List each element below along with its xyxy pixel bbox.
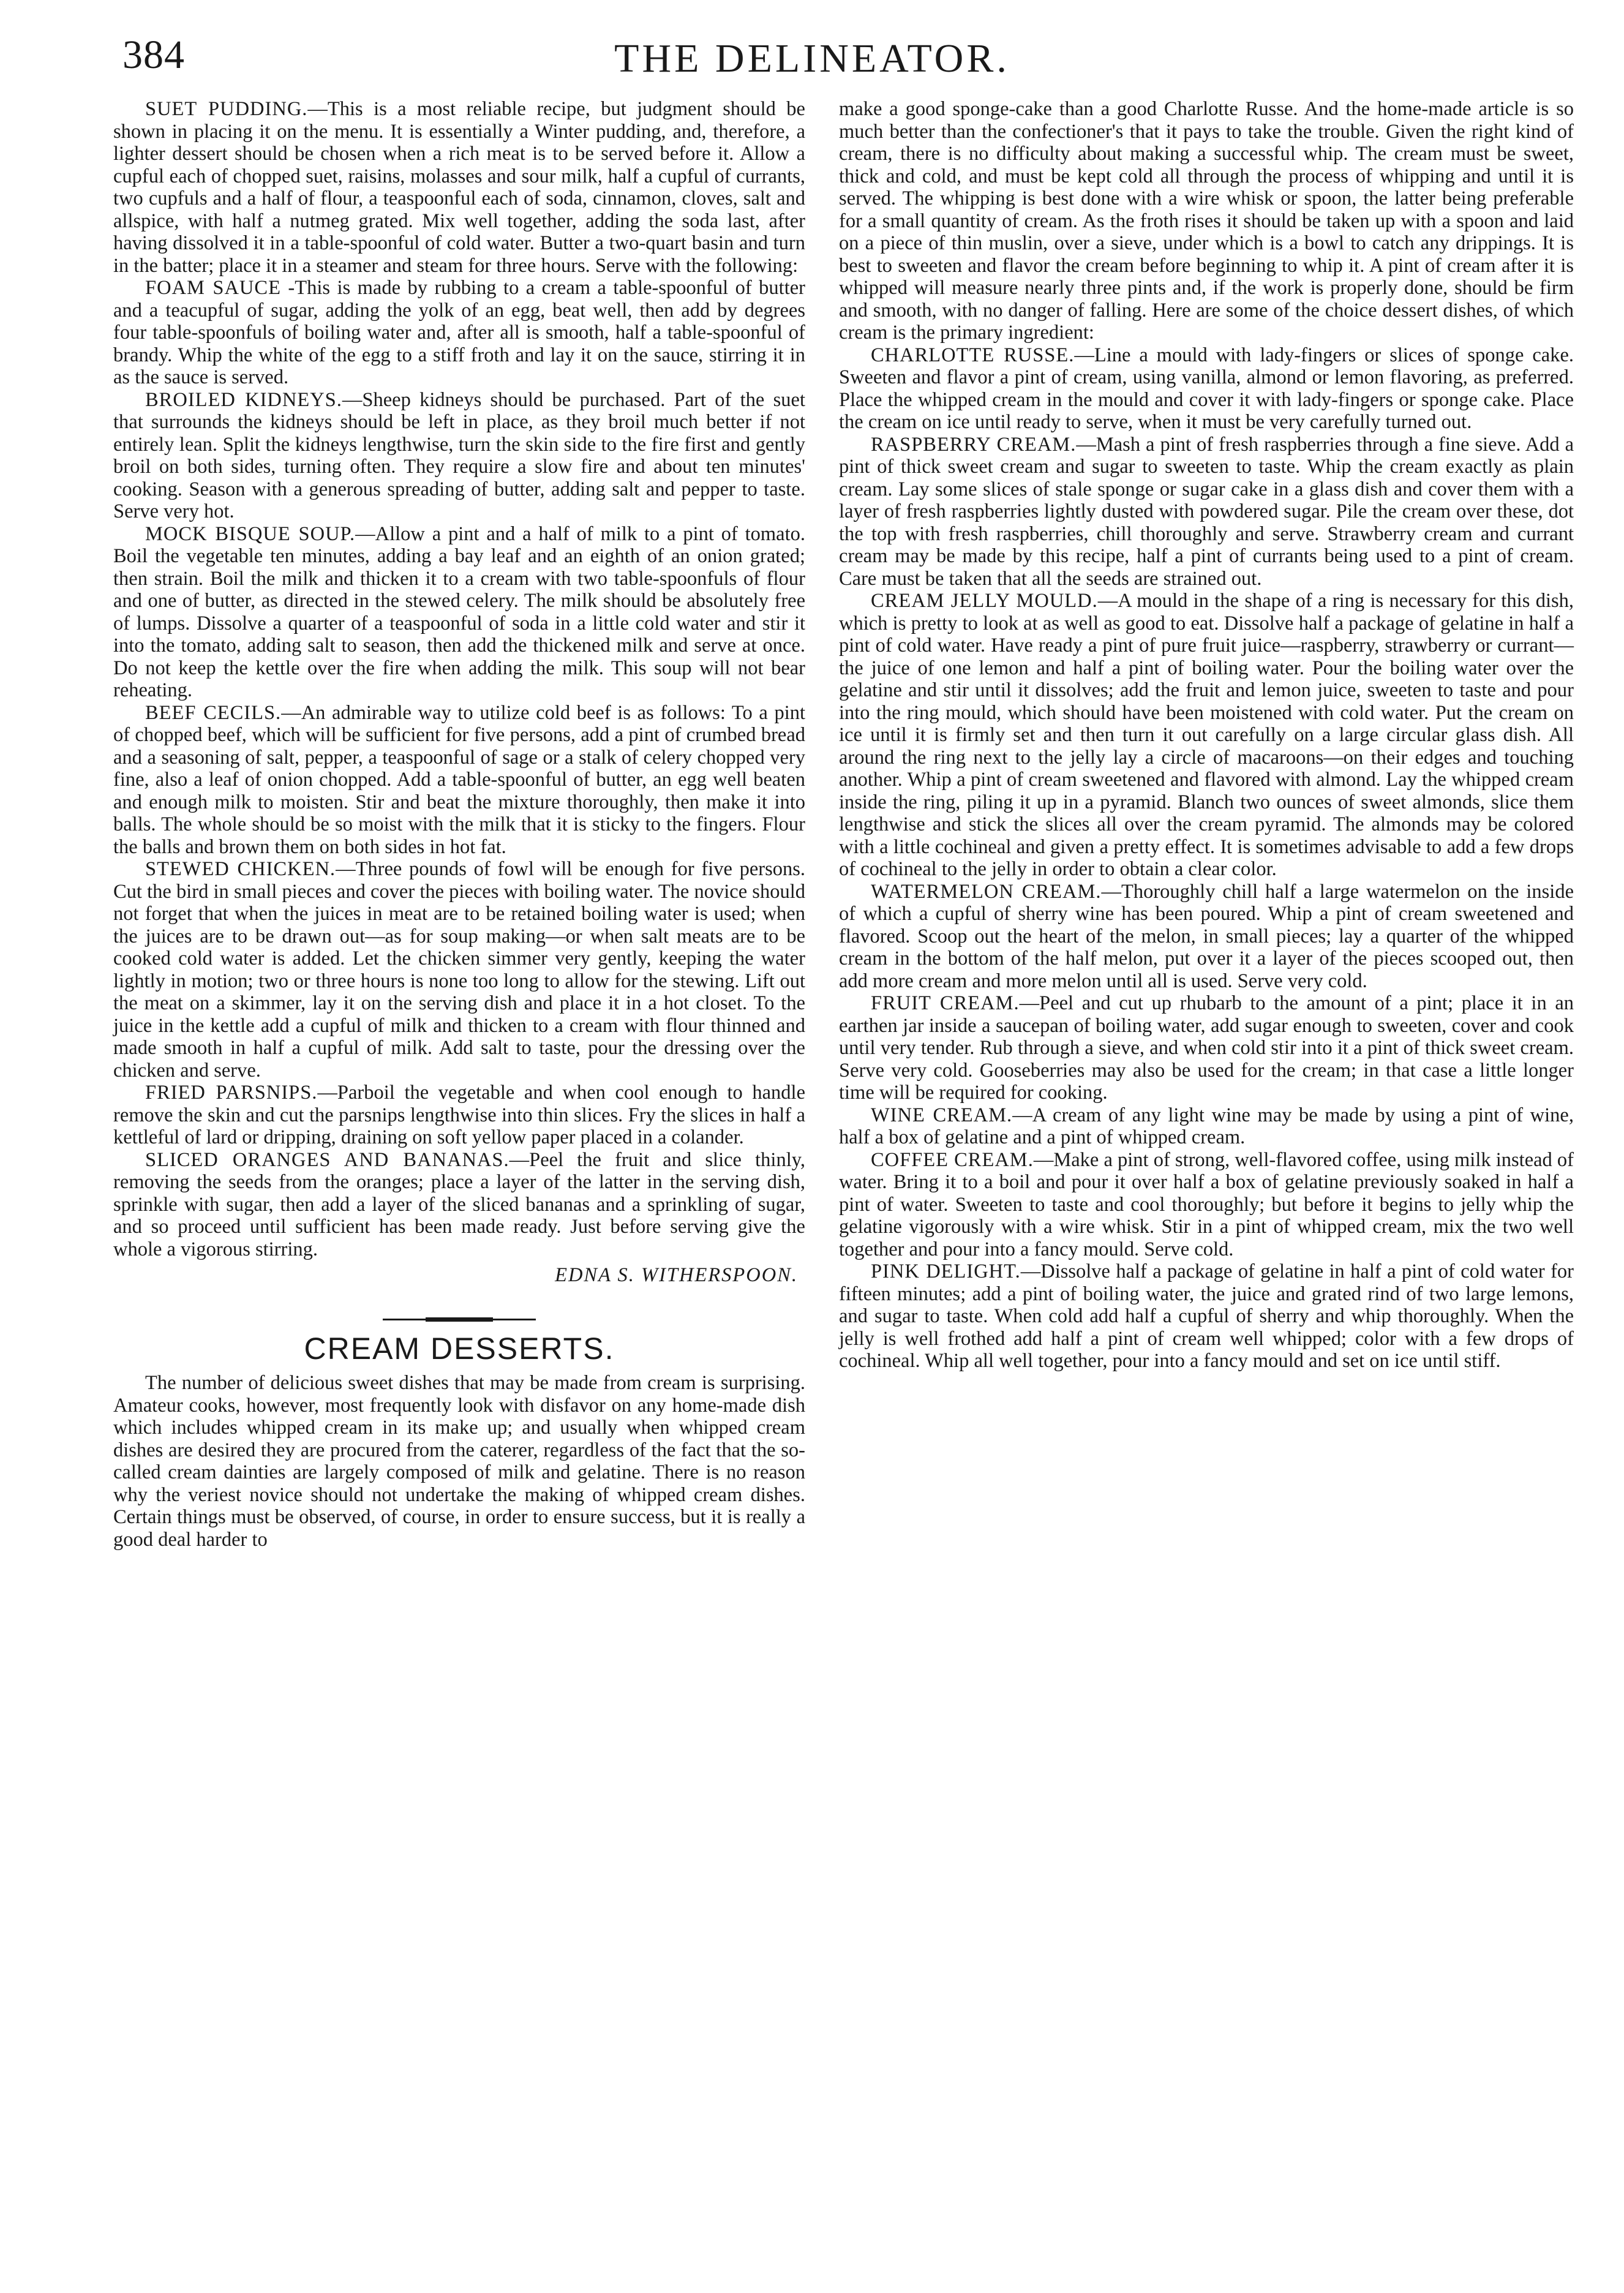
section-divider xyxy=(383,1317,536,1320)
right-column xyxy=(839,98,1574,1372)
recipe-title: MOCK BISQUE SOUP. xyxy=(145,522,356,545)
recipe-title: COFFEE CREAM. xyxy=(871,1148,1034,1171)
intro-continuation: make a good sponge-cake than a good Charlotte Russe. And the home-made article is so much better than the confectioner's that it pays to take the trouble. Given the right kind of cream, there is no difficulty about making a successful whip. The cream must be sweet, thick and cold, and must be kept cold all through the process of whipping and until it is served. The whipping is best done with a wire whisk or spoon, the latter being preferable for a small quantity of cream. As the froth rises it should be taken up with a spoon and laid on a piece of thin muslin, over a sieve, under which is a bowl to catch any drippings. It is best to sweeten and flavor the cream before beginning to whip it. A pint of cream after it is whipped will measure nearly three pints and, if the work is properly done, should be firm and smooth, with no danger of falling. Here are some of the choice dessert dishes, of which cream is the primary ingredient: xyxy=(839,98,1574,344)
recipe-body: —Sheep kidneys should be purchased. Part of the suet that surrounds the kidneys should be left in place, as they broil much better if not entirely lean. Split the kidneys lengthwise, turn the skin side to the fire first and gently broil on both sides, turning often. They require a slow fire and about ten minutes' cooking. Season with a generous spreading of butter, adding salt and pepper to taste. Serve very hot. xyxy=(113,388,805,522)
recipe-title: CHARLOTTE RUSSE. xyxy=(871,344,1075,366)
recipe-body: —A mould in the shape of a ring is necessary for this dish, which is pretty to look at as well as good to eat. Dissolve half a package of gelatine in half a pint of cold water. Have ready a pint of pure fruit juice—raspberry, strawberry or currant—the juice of one lemon and half a pint of boiling water. Pour the boiling water over the gelatine and stir until it dissolves; add the fruit and lemon juice, sweeten to taste and pour into the ring mould, which should have been moistened with cold water. Put the cream on ice until it is firmly set and then turn it out carefully on a large circular glass dish. All around the ring next to the jelly lay a circle of macaroons—on their edges and touching another. Whip a pint of cream sweetened and flavored with almond. Lay the whipped cream inside the ring, piling it up in a pyramid. Blanch two ounces of sweet almonds, slice them lengthwise and stick the slices all over the cream pyramid. The almonds may be colored with a little cochineal and given a pretty effect. It is sometimes advisable to add a few drops of cochineal to the jelly in order to obtain a clear color. xyxy=(839,590,1574,880)
recipe-cream-jelly-mould xyxy=(839,590,1574,881)
recipe-raspberry-cream xyxy=(839,434,1574,590)
recipe-title: BROILED KIDNEYS. xyxy=(145,388,342,411)
recipe-title: SUET PUDDING. xyxy=(145,98,308,120)
recipe-title: CREAM JELLY MOULD. xyxy=(871,590,1098,612)
recipe-coffee-cream xyxy=(839,1149,1574,1261)
recipe-wine-cream xyxy=(839,1104,1574,1149)
left-column xyxy=(113,98,805,1551)
recipe-body: —Thoroughly chill half a large watermelon on the inside of which a cupful of sherry wine has been poured. Whip a pint of cream sweetened and flavored. Scoop out the heart of the melon, in small pieces; lay a quarter of the whipped cream in the bottom of the half melon, put over it a layer of the pieces scooped out, then add more cream and more melon until all is used. Serve very cold. xyxy=(839,880,1574,992)
recipe-stewed-chicken xyxy=(113,858,805,1082)
recipe-title: FRIED PARSNIPS. xyxy=(145,1082,318,1104)
recipe-body: —Allow a pint and a half of milk to a pint of tomato. Boil the vegetable ten minutes, adding a bay leaf and an eighth of an onion grated; then strain. Boil the milk and thicken it to a cream with two table-spoonfuls of flour and one of butter, as directed in the stewed celery. The milk should be absolutely free of lumps. Dissolve a quarter of a teaspoonful of soda in a little cold water and stir it into the tomato, adding salt to season, then add the thickened milk and serve at once. Do not keep the kettle over the fire when adding the milk. This soup will not bear reheating. xyxy=(113,522,805,701)
recipe-watermelon-cream xyxy=(839,881,1574,993)
recipe-broiled-kidneys xyxy=(113,389,805,523)
recipe-title: WATERMELON CREAM. xyxy=(871,880,1102,903)
author-signature: EDNA S. WITHERSPOON. xyxy=(555,1264,798,1286)
recipe-sliced-oranges-bananas xyxy=(113,1149,805,1261)
recipe-title: STEWED CHICKEN. xyxy=(145,858,336,880)
recipe-pink-delight xyxy=(839,1260,1574,1372)
recipe-body: —Peel and cut up rhubarb to the amount of a pint; place it in an earthen jar inside a saucepan of boiling water, add sugar enough to sweeten, cover and cook until very tender. Rub through a sieve, and when cold stir into it a pint of thick sweet cream. Serve very cold. Gooseberries may also be used for the cream; in that case a little longer time will be required for cooking. xyxy=(839,992,1574,1104)
recipe-body: —Line a mould with lady-fingers or slices of sponge cake. Sweeten and flavor a pint of cream, using vanilla, almond or lemon flavoring, as preferred. Place the whipped cream in the mould and cover it with lady-fingers or sponge cake. Place the cream on ice until ready to serve, when it must be very carefully turned out. xyxy=(839,344,1574,433)
recipe-body: —Parboil the vegetable and when cool enough to handle remove the skin and cut the parsnips lengthwise into thin slices. Fry the slices in half a kettleful of lard or dripping, draining on soft yellow paper placed in a colander. xyxy=(113,1082,805,1148)
section-title: CREAM DESSERTS. xyxy=(304,1331,615,1366)
recipe-title: FRUIT CREAM. xyxy=(871,992,1020,1014)
recipe-body: —Make a pint of strong, well-flavored coffee, using milk instead of water. Bring it to a boil and pour it over half a box of gelatine previously soaked in half a pint of water. Sweeten to taste and cool thoroughly; but before it begins to jelly whip the gelatine vigorously with a wire whisk. Stir in a pint of whipped cream, mix the two well together and pour into a fancy mould. Serve cold. xyxy=(839,1148,1574,1260)
running-head: THE DELINEATOR. xyxy=(614,36,1010,81)
recipe-title: WINE CREAM. xyxy=(871,1104,1013,1126)
recipe-charlotte-russe xyxy=(839,344,1574,434)
divider-bar xyxy=(426,1317,493,1322)
recipe-fruit-cream xyxy=(839,992,1574,1104)
recipe-beef-cecils xyxy=(113,702,805,859)
recipe-body: —A cream of any light wine may be made by using a pint of wine, half a box of gelatine and a pint of whipped cream. xyxy=(839,1104,1574,1148)
recipe-mock-bisque-soup xyxy=(113,523,805,702)
recipe-body: —Peel the fruit and slice thinly, removing the seeds from the oranges; place a layer of the latter in the serving dish, sprinkle with sugar, then add a layer of the sliced bananas and a sprinkling of sugar, and so proceed until sufficient has been made ready. Just before serving give the whole a vigorous stirring. xyxy=(113,1148,805,1260)
recipe-title: PINK DELIGHT. xyxy=(871,1260,1021,1282)
recipe-body: -This is made by rubbing to a cream a table-spoonful of butter and a teacupful of sugar, adding the yolk of an egg, beat well, then add by degrees four table-spoonfuls of boiling water and, after all is smooth, half a table-spoonful of brandy. Whip the white of the egg to a stiff froth and lay it on the sauce, stirring it in as the sauce is served. xyxy=(113,277,805,388)
section-intro: The number of delicious sweet dishes that may be made from cream is surprising. Amateur cooks, however, most frequently look with disfavor on any home-made dish which includes whipped cream in its make up; and usually when whipped cream dishes are desired they are procured from the caterer, regardless of the fact that the so-called cream dainties are largely composed of milk and gelatine. There is no reason why the veriest novice should not undertake the making of whipped cream dishes. Certain things must be observed, of course, in order to ensure success, but it is really a good deal harder to xyxy=(113,1372,805,1551)
page-number: 384 xyxy=(122,32,185,77)
recipe-body: —Three pounds of fowl will be enough for five persons. Cut the bird in small pieces and cover the pieces with boiling water. The novice should not forget that when the juices in meat are to be retained boiling water is used; when the juices are to be drawn out—as for soup making—or when salt meats are to be cooked cold water is added. Let the chicken simmer very gently, keeping the water lightly in motion; two or three hours is none too long to allow for the stewing. Lift out the meat on a skimmer, lay it on the serving dish and place it in a hot closet. To the juice in the kettle add a cupful of milk and thicken to a cream with flour thinned and made smooth in half a cupful of milk. Add salt to taste, pour the dressing over the chicken and serve. xyxy=(113,858,806,1082)
recipe-title: FOAM SAUCE xyxy=(145,277,281,299)
recipe-fried-parsnips xyxy=(113,1082,805,1149)
recipe-title: BEEF CECILS. xyxy=(145,701,282,724)
recipe-body: —Dissolve half a package of gelatine in half a pint of cold water for fifteen minutes; add a pint of boiling water, the juice and grated rind of two large lemons, and sugar to taste. When cold add half a cupful of sherry and whip thoroughly. When the jelly is well frothed add half a pint of cream well whipped; color with a few drops of cochineal. Whip all well together, pour into a fancy mould and set on ice until stiff. xyxy=(839,1260,1574,1372)
recipe-body: —An admirable way to utilize cold beef is as follows: To a pint of chopped beef, which will be sufficient for five persons, add a pint of crumbed bread and a seasoning of salt, pepper, a teaspoonful of sage or a stalk of celery chopped very fine, also a leaf of onion chopped. Add a table-spoonful of butter, an egg well beaten and enough milk to moisten. Stir and beat the mixture thoroughly, then make it into balls. The whole should be so moist with the milk that it is sticky to the fingers. Flour the balls and brown them on both sides in hot fat. xyxy=(113,701,806,858)
recipe-foam-sauce xyxy=(113,277,805,389)
recipe-title: SLICED ORANGES AND BANANAS. xyxy=(145,1148,509,1171)
recipe-title: RASPBERRY CREAM. xyxy=(871,433,1077,456)
recipe-body: —This is a most reliable recipe, but judgment should be shown in placing it on the menu. It is essentially a Winter pudding, and, therefore, a lighter dessert should be chosen when a rich meat is to be served before it. Allow a cupful each of chopped suet, raisins, molasses and sour milk, half a cupful of currants, two cupfuls and a half of flour, a teaspoonful each of soda, cinnamon, cloves, salt and allspice, with half a nutmeg grated. Mix well together, adding the soda last, after having dissolved it in a table-spoonful of cold water. Butter a two-quart basin and turn in the batter; place it in a steamer and steam for three hours. Serve with the following: xyxy=(113,98,805,277)
recipe-body: —Mash a pint of fresh raspberries through a fine sieve. Add a pint of thick sweet cream and sugar to sweeten to taste. Whip the cream exactly as plain cream. Lay some slices of stale sponge or sugar cake in a glass dish and cover them with a layer of fresh raspberries lightly dusted with powdered sugar. Pile the cream over these, dot the top with fresh raspberries, chill thoroughly and serve. Strawberry cream and currant cream may be made by this recipe, half a pint of currants being used to a pint of cream. Care must be taken that all the seeds are strained out. xyxy=(839,433,1574,590)
recipe-suet-pudding xyxy=(113,98,805,277)
